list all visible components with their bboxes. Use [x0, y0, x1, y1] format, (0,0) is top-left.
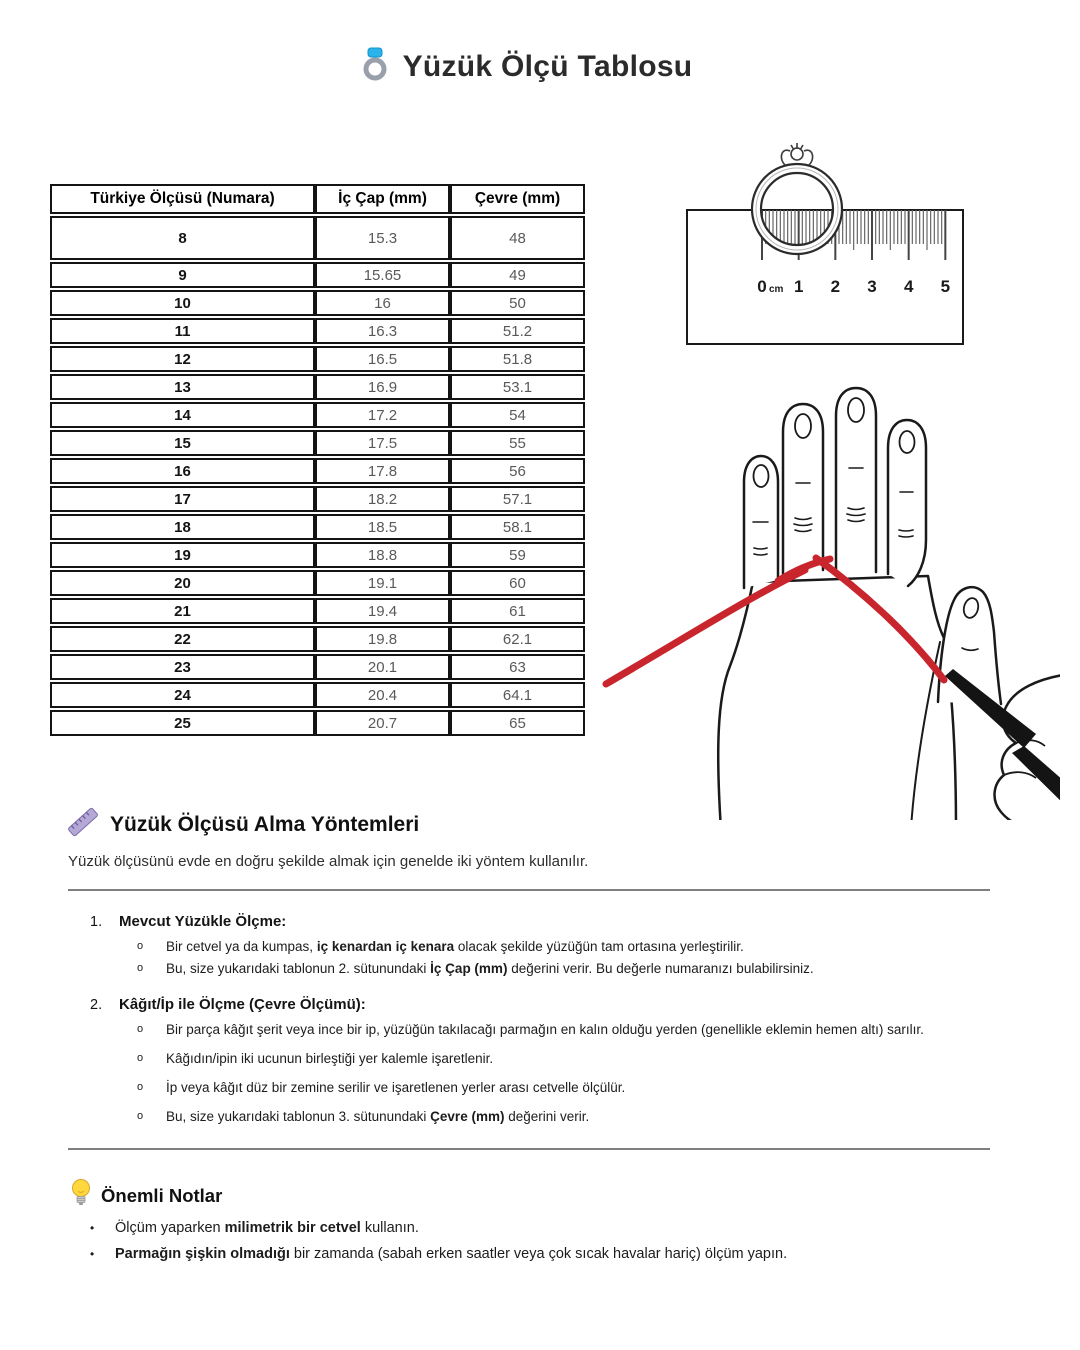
page-title: Yüzük Ölçü Tablosu: [402, 49, 693, 83]
table-cell: 20.1: [315, 654, 450, 680]
table-cell: 23: [50, 654, 315, 680]
table-cell: 25: [50, 710, 315, 736]
table-row: [50, 346, 585, 372]
table-cell: 56: [450, 458, 585, 484]
table-cell: 17.5: [315, 430, 450, 456]
ring-size-table: [50, 182, 585, 738]
col-header-inner-diameter: İç Çap (mm): [315, 184, 450, 214]
table-cell: 20.7: [315, 710, 450, 736]
ruler-label-5: 5: [940, 277, 951, 296]
table-cell: 48: [450, 216, 585, 260]
method-bullet: o Bu, size yukarıdaki tablonun 3. sütunundaki Çevre (mm) değerini verir.: [137, 1109, 590, 1124]
table-cell: 15.65: [315, 262, 450, 288]
table-cell: 61: [450, 598, 585, 624]
table-cell: 54: [450, 402, 585, 428]
ruler-label-4: 4: [903, 277, 914, 296]
table-row: [50, 682, 585, 708]
table-cell: 18.5: [315, 514, 450, 540]
notes-heading-row: [70, 1178, 222, 1213]
table-cell: 18.2: [315, 486, 450, 512]
hand-string-figure: [600, 380, 1060, 820]
note-item: • Ölçüm yaparken milimetrik bir cetvel kullanın.: [90, 1220, 419, 1236]
method-item: [90, 912, 990, 978]
table-row: [50, 216, 585, 260]
table-cell: 53.1: [450, 374, 585, 400]
table-cell: 12: [50, 346, 315, 372]
table-cell: 15.3: [315, 216, 450, 260]
method-bullet: o Bir parça kâğıt şerit veya ince bir ip, yüzüğün takılacağı parmağın en kalın olduğu yerden (genellikle eklemin hemen altı) sarılır.: [137, 1022, 924, 1037]
ring-crown: [781, 143, 812, 165]
table-row: [50, 262, 585, 288]
table-row: [50, 374, 585, 400]
ruler-label-2: 2: [830, 277, 841, 296]
table-cell: 19.8: [315, 626, 450, 652]
table-cell: 16.5: [315, 346, 450, 372]
ruler-label-3: 3: [867, 277, 877, 296]
notes-list: [90, 1218, 787, 1270]
page-header: [0, 44, 1066, 89]
table-row: [50, 514, 585, 540]
table-cell: 16.9: [315, 374, 450, 400]
ring-icon: [360, 44, 390, 89]
table-row: [50, 598, 585, 624]
table-cell: 19.4: [315, 598, 450, 624]
table-cell: 60: [450, 570, 585, 596]
table-cell: 22: [50, 626, 315, 652]
table-row: [50, 570, 585, 596]
table-cell: 17.2: [315, 402, 450, 428]
method-title: 2. Kâğıt/İp ile Ölçme (Çevre Ölçümü):: [90, 996, 366, 1013]
table-cell: 63: [450, 654, 585, 680]
table-header-row: [50, 184, 585, 214]
table-cell: 17: [50, 486, 315, 512]
method-title: 1. Mevcut Yüzükle Ölçme:: [90, 913, 287, 930]
notes-heading: Önemli Notlar: [101, 1184, 223, 1206]
note-item: • Parmağın şişkin olmadığı bir zamanda (sabah erken saatler veya çok sıcak havalar hariç) ölçüm yapın.: [90, 1246, 788, 1262]
table-cell: 57.1: [450, 486, 585, 512]
table-cell: 24: [50, 682, 315, 708]
methods-list: [90, 912, 990, 1143]
table-cell: 50: [450, 290, 585, 316]
ruler-emoji-icon: [66, 806, 100, 843]
table-row: [50, 710, 585, 736]
table-cell: 20.4: [315, 682, 450, 708]
col-header-tr-size: Türkiye Ölçüsü (Numara): [50, 184, 315, 214]
ruler-figure-svg: [677, 132, 977, 362]
table-cell: 11: [50, 318, 315, 344]
table-cell: 16: [315, 290, 450, 316]
table-cell: 65: [450, 710, 585, 736]
table-cell: 15: [50, 430, 315, 456]
table-body: [50, 216, 585, 736]
method-item: [90, 995, 990, 1126]
table-cell: 59: [450, 542, 585, 568]
table-row: [50, 318, 585, 344]
marking-hand: [995, 674, 1060, 820]
table-cell: 16: [50, 458, 315, 484]
table-row: [50, 458, 585, 484]
ruler-label-1: 1: [793, 277, 804, 296]
methods-heading-row: [66, 806, 419, 843]
table-cell: 51.2: [450, 318, 585, 344]
methods-heading: Yüzük Ölçüsü Alma Yöntemleri: [110, 812, 420, 836]
table-row: [50, 654, 585, 680]
table-cell: 10: [50, 290, 315, 316]
table-cell: 8: [50, 216, 315, 260]
ring-on-ruler-figure: [677, 132, 977, 362]
table-cell: 14: [50, 402, 315, 428]
table-cell: 19.1: [315, 570, 450, 596]
table-cell: 64.1: [450, 682, 585, 708]
table-cell: 18.8: [315, 542, 450, 568]
table-row: [50, 402, 585, 428]
table-cell: 20: [50, 570, 315, 596]
method-bullet: o İp veya kâğıt düz bir zemine serilir ve işaretlenen yerler arası cetvelle ölçülür.: [137, 1080, 626, 1095]
table-cell: 58.1: [450, 514, 585, 540]
table-cell: 9: [50, 262, 315, 288]
table-cell: 17.8: [315, 458, 450, 484]
lightbulb-icon: [70, 1178, 92, 1213]
ruler-label-0: 0: [757, 277, 767, 296]
method-bullet: o Bu, size yukarıdaki tablonun 2. sütunundaki İç Çap (mm) değerini verir. Bu değerle numaranızı bulabilirsiniz.: [137, 961, 814, 976]
table-row: [50, 626, 585, 652]
table-row: [50, 430, 585, 456]
method-bullet: o Kâğıdın/ipin iki ucunun birleştiği yer kalemle işaretlenir.: [137, 1051, 494, 1066]
table-cell: 18: [50, 514, 315, 540]
hand-figure-svg: [600, 380, 1060, 820]
methods-intro: Yüzük ölçüsünü evde en doğru şekilde almak için genelde iki yöntem kullanılır.: [68, 853, 589, 870]
table-row: [50, 486, 585, 512]
table-row: [50, 542, 585, 568]
table-cell: 55: [450, 430, 585, 456]
table-cell: 21: [50, 598, 315, 624]
ruler-unit-label: cm: [769, 284, 784, 295]
table-cell: 16.3: [315, 318, 450, 344]
divider-top: [68, 889, 990, 891]
table-cell: 62.1: [450, 626, 585, 652]
divider-bottom: [68, 1148, 990, 1150]
method-bullet: o Bir cetvel ya da kumpas, iç kenardan iç kenara olacak şekilde yüzüğün tam ortasına yerleştirilir.: [137, 939, 744, 954]
table-cell: 19: [50, 542, 315, 568]
col-header-circumference: Çevre (mm): [450, 184, 585, 214]
palm: [718, 576, 956, 820]
table-cell: 49: [450, 262, 585, 288]
table-row: [50, 290, 585, 316]
table-cell: 13: [50, 374, 315, 400]
table-cell: 51.8: [450, 346, 585, 372]
